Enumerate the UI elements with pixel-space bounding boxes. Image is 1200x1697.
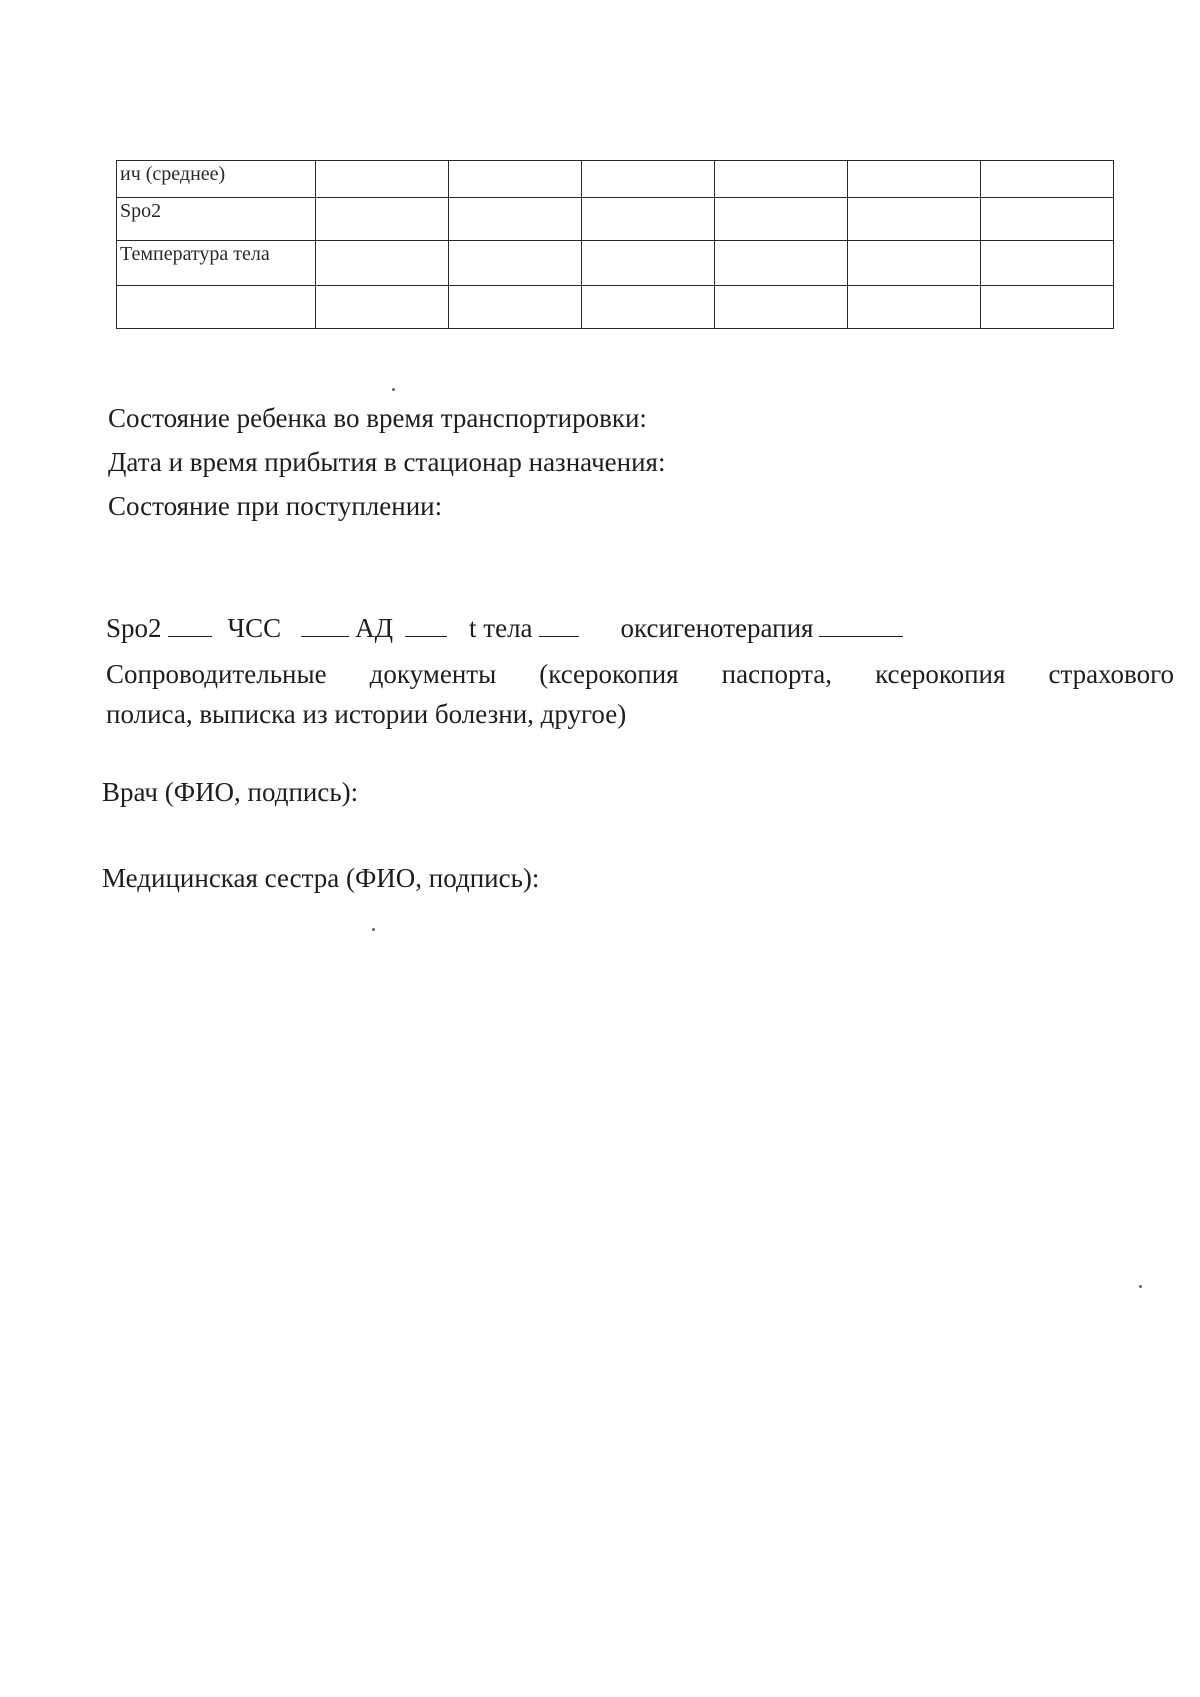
temp-label: t тела — [469, 613, 533, 643]
scan-speck — [372, 928, 375, 931]
value-cell[interactable] — [715, 286, 848, 329]
value-cell[interactable] — [316, 198, 449, 241]
doctor-signature-label: Врач (ФИО, подпись): — [102, 777, 359, 807]
documents-line-1: Сопроводительные документы (ксерокопия паспорта, ксерокопия страхового — [106, 659, 1174, 689]
value-cell[interactable] — [449, 198, 582, 241]
arrival-datetime-label: Дата и время прибытия в стационар назначения: — [108, 447, 666, 477]
table-row — [117, 161, 1114, 198]
scan-speck — [1139, 1285, 1142, 1288]
value-cell[interactable] — [449, 161, 582, 198]
value-cell[interactable] — [449, 241, 582, 286]
oxygen-label: оксигенотерапия — [620, 613, 814, 643]
value-cell[interactable] — [316, 286, 449, 329]
value-cell[interactable] — [715, 161, 848, 198]
hr-blank[interactable] — [301, 612, 349, 637]
admission-state-label: Состояние при поступлении: — [108, 491, 443, 521]
vitals-table — [116, 160, 1114, 329]
table-row — [117, 198, 1114, 241]
value-cell[interactable] — [582, 286, 715, 329]
documents-line-2: полиса, выписка из истории болезни, другое) — [106, 699, 627, 729]
table-row — [117, 241, 1114, 286]
value-cell[interactable] — [848, 198, 981, 241]
spo2-label: Spo2 — [106, 613, 162, 643]
bp-blank[interactable] — [405, 612, 447, 637]
row-label-cell: ич (среднее) — [117, 161, 316, 198]
bp-label: АД — [355, 613, 394, 643]
nurse-signature-label: Медицинская сестра (ФИО, подпись): — [102, 863, 540, 893]
value-cell[interactable] — [582, 198, 715, 241]
row-label-cell: Spo2 — [117, 198, 316, 241]
row-label-cell: Температура тела — [117, 241, 316, 286]
transport-state-label: Состояние ребенка во время транспортировки: — [108, 403, 647, 433]
value-cell[interactable] — [449, 286, 582, 329]
value-cell[interactable] — [848, 161, 981, 198]
oxygen-blank[interactable] — [819, 612, 903, 637]
value-cell[interactable] — [715, 241, 848, 286]
value-cell[interactable] — [848, 286, 981, 329]
value-cell[interactable] — [848, 241, 981, 286]
vitals-table-body — [117, 161, 1114, 329]
value-cell[interactable] — [715, 198, 848, 241]
row-label-cell — [117, 286, 316, 329]
temp-blank[interactable] — [539, 612, 579, 637]
accompanying-documents — [106, 654, 1174, 734]
hr-label: ЧСС — [227, 613, 282, 643]
value-cell[interactable] — [981, 198, 1114, 241]
value-cell[interactable] — [316, 161, 449, 198]
value-cell[interactable] — [981, 286, 1114, 329]
spo2-blank[interactable] — [168, 612, 212, 637]
value-cell[interactable] — [582, 241, 715, 286]
value-cell[interactable] — [316, 241, 449, 286]
table-row — [117, 286, 1114, 329]
scan-speck — [392, 388, 395, 391]
vitals-line — [106, 612, 909, 644]
value-cell[interactable] — [582, 161, 715, 198]
value-cell[interactable] — [981, 161, 1114, 198]
value-cell[interactable] — [981, 241, 1114, 286]
